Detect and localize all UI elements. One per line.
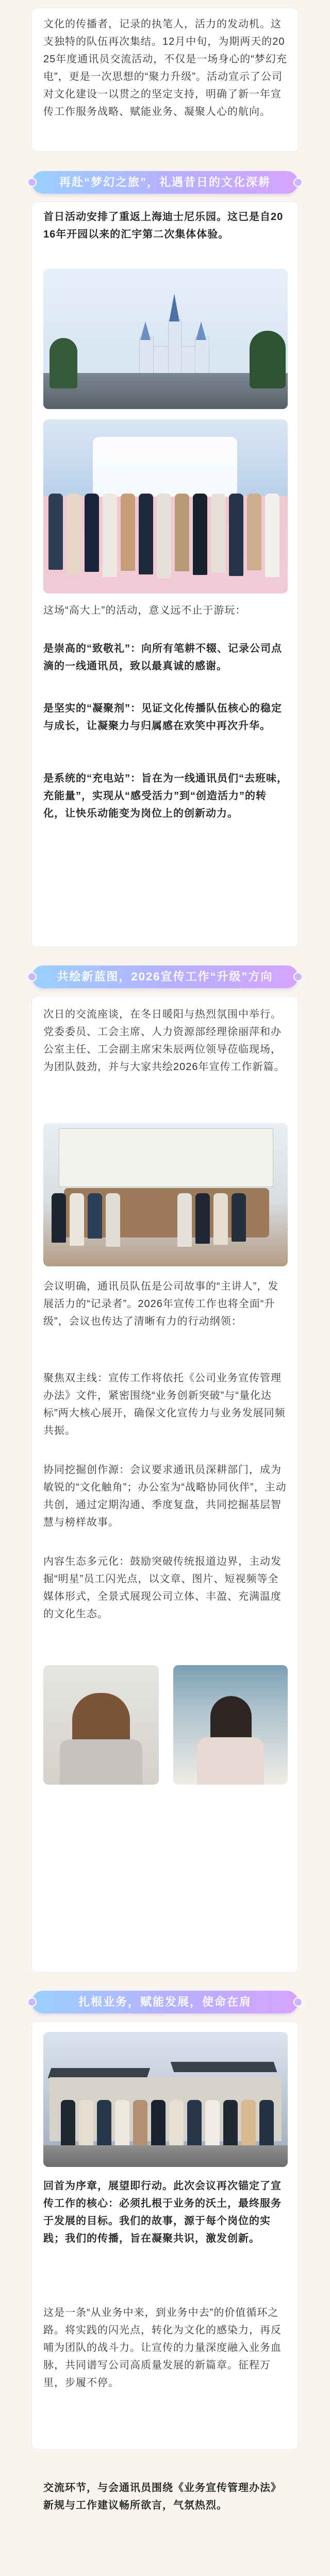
group-photo-castle bbox=[43, 419, 288, 594]
closing-paragraph: 交流环节，与会通讯员围绕《业务宣传管理办法》新规与工作建议畅所欲言，气氛热烈。 bbox=[43, 2482, 282, 2511]
section-1-paragraph-2: 这场“高大上”的活动，意义远不止于游玩： bbox=[43, 605, 246, 616]
section-3-paragraph-1: 回首为序章，展望即行动。此次会议再次锚定了宣传工作的核心：必须扎根于业务的沃土，最终服务于发展的目标。我们的故事，源于每个岗位的实践；我们的传播，旨在凝聚共识，激发创新。 bbox=[43, 2180, 282, 2244]
section-1-paragraph-3b: 是坚实的“凝聚剂”：见证文化传播队伍核心的稳定与成长，让凝聚力与归属感在欢笑中再次升华。 bbox=[43, 703, 282, 732]
section-2-paragraph-3: 聚焦双主线：宣传工作将依托《公司业务宣传管理办法》文件，紧密围绕“业务创新突破”与“量化达标”两大核心展开，确保文化宣传力与业务发展同频共振。 bbox=[43, 1372, 286, 1436]
meeting-photo-1 bbox=[43, 1123, 288, 1266]
meeting-photo-2-right bbox=[173, 1665, 288, 1785]
section-1-paragraph-3c: 是系统的“充电站”：旨在为一线通讯员们“去班味，充能量”，实现从“感受活力”到“创造活力”的转化，让快乐动能变为岗位上的创新动力。 bbox=[43, 773, 288, 819]
intro-paragraph: 文化的传播者，记录的执笔人，活力的发动机。这支独特的队伍再次集结。12月中旬，为期两天的2025年度通讯员交流活动，不仅是一场身心的“梦幻充电”，更是一次思想的“聚力升级”。活动宣示了公司对文化建设一以贯之的坚定支持，明确了新一年宣传工作服务战略、赋能业务、凝聚人心的航向。 bbox=[43, 19, 287, 117]
section-2-paragraph-1: 次日的交流座谈，在冬日暖阳与热烈氛围中举行。党委委员、工会主席、人力资源部经理徐丽萍和办公室主任、工会副主席宋朱辰两位领导莅临现场，为团队鼓劲，并与大家共绘2026年宣传工作新篇。 bbox=[43, 1009, 285, 1073]
section-3-paragraph-2: 这是一条“从业务中来，到业务中去”的价值循环之路。将实践的闪光点，转化为文化的感染力，再反哺为团队的战斗力。让宣传的力量深度融入业务血脉，共同谱写公司高质量发展的新篇章。征程万里，步履不停。 bbox=[43, 2307, 282, 2388]
group-photo-outdoor bbox=[43, 2032, 288, 2167]
section-title-1: 再赴“梦幻之旅”，礼遇昔日的文化深耕 bbox=[59, 176, 271, 189]
section-title-3: 扎根业务，赋能发展，使命在肩 bbox=[78, 1995, 252, 2008]
section-2-paragraph-2: 会议明确，通讯员队伍是公司故事的“主讲人”，发展活力的“记录者”。2026年宣传工作也将全面“升级”，会议也传达了清晰有力的行动纲领： bbox=[43, 1281, 279, 1327]
section-2-paragraph-5: 内容生态多元化：鼓励突破传统报道边界，主动发掘“明星”员工闪光点，以文章、图片、短视频等全媒体形式，全景式展现公司立体、丰盈、充满温度的文化生态。 bbox=[43, 1556, 282, 1620]
castle-photo bbox=[43, 269, 288, 409]
section-header-3 bbox=[32, 1991, 298, 2013]
section-header-2 bbox=[32, 965, 298, 988]
section-1-paragraph-3a: 是崇高的“致敬礼”：向所有笔耕不辍、记录公司点滴的一线通讯员，致以最真诚的感谢。 bbox=[43, 643, 282, 672]
section-header-1 bbox=[32, 171, 298, 194]
meeting-photo-2-left bbox=[43, 1665, 159, 1785]
section-title-2: 共绘新蓝图，2026宣传工作“升级”方向 bbox=[57, 970, 273, 983]
section-1-paragraph-1: 首日活动安排了重返上海迪士尼乐园。这已是自2016年开园以来的汇宇第二次集体体验。 bbox=[43, 211, 284, 240]
section-2-paragraph-4: 协同挖掘创作源：会议要求通讯员深耕部门，成为敏锐的“文化触角”；办公室为“战略协同伙伴”，主动共创，通过定期沟通、季度复盘，共同挖掘基层智慧与榜样故事。 bbox=[43, 1464, 287, 1528]
